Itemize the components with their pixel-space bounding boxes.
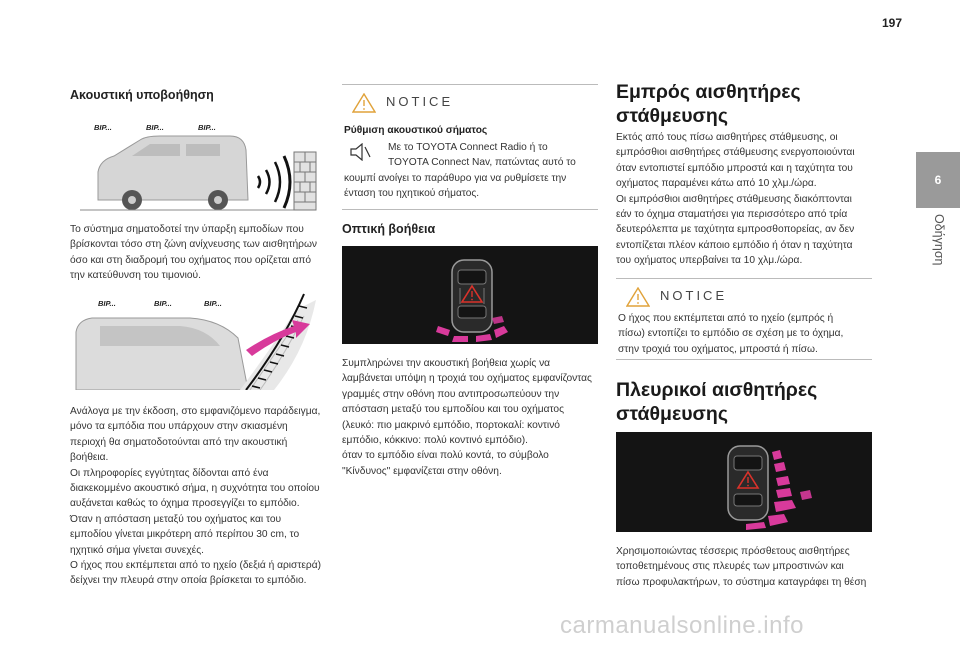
text-line: βοήθεια. xyxy=(70,452,109,464)
text-line: Με το TOYOTA Connect Radio ή το xyxy=(388,142,548,153)
text-line: του οχήματος υπερβαίνει τα 10 χλμ./ώρα. xyxy=(616,255,803,267)
text-line: Εκτός από τους πίσω αισθητήρες στάθμευσης, οι xyxy=(616,132,838,143)
text-line: βρίσκονται τόσο στη ζώνη ανίχνευσης των αισθητήρων xyxy=(70,239,317,251)
notice-box-speaker xyxy=(616,278,872,360)
text-line: εμπρόσθιοι αισθητήρες στάθμευσης ενεργοποιούνται xyxy=(616,147,855,159)
text-line: TOYOTA Connect Nav, πατώντας αυτό το xyxy=(388,157,576,169)
text-line: όταν εντοπιστεί εμπόδιο μπροστά και η ταχύτητα του xyxy=(616,162,853,174)
text-line: Οι πληροφορίες εγγύτητας δίδονται από ένα xyxy=(70,467,269,479)
acoustic-aid-illustration-1 xyxy=(70,112,326,212)
visual-aid-para xyxy=(342,356,604,479)
beep-label-2: BIP... xyxy=(146,123,164,132)
front-sensors-para xyxy=(616,130,874,269)
text-line: Χρησιμοποιώντας τέσσερις πρόσθετους αισθητήρες xyxy=(616,546,850,557)
van-zone-diagram xyxy=(70,290,326,390)
beep-label-2: BIP... xyxy=(154,299,172,308)
warning-triangle-icon xyxy=(352,93,376,113)
side-sensors-para xyxy=(616,544,874,590)
text-line: δευτερόλεπτα με ταχύτητα εμπροσθοπορείας, αν δεν xyxy=(616,224,855,236)
beep-label-3: BIP... xyxy=(204,299,222,308)
notice-title: Ρύθμιση ακουστικού σήματος xyxy=(344,125,488,136)
text-line: Οι εμπρόσθιοι αισθητήρες στάθμευσης διακόπτονται xyxy=(616,193,852,205)
text-line: όσο και στη διαδρομή του οχήματος που ορίζεται από xyxy=(70,254,312,266)
van-front-icon xyxy=(76,318,248,390)
visual-aid-heading: Οπτική βοήθεια xyxy=(342,222,436,236)
watermark: carmanualsonline.info xyxy=(560,612,804,639)
beep-label-1: BIP... xyxy=(98,299,116,308)
acoustic-aid-para-2 xyxy=(70,404,332,589)
text-line: Το σύστημα σηματοδοτεί την ύπαρξη εμποδίων που xyxy=(70,224,304,235)
heading-line: στάθμευσης xyxy=(616,403,728,425)
heading-line: Εμπρός αισθητήρες xyxy=(616,81,801,103)
text-line: ένταση του ηχητικού σήματος. xyxy=(344,188,480,200)
notice-text xyxy=(344,171,598,202)
text-line: εμπόδιο, κόκκινο: πολύ κοντινό εμπόδιο). xyxy=(342,435,529,447)
van-wall-diagram xyxy=(70,112,326,212)
text-line: εμποδίου γίνεται μικρότερη από περίπου 30 cm, το xyxy=(70,529,300,541)
text-line: Ο ήχος που εκπέμπεται από το ηχείο (δεξιά ή αριστερά) xyxy=(70,560,321,572)
warning-triangle-icon xyxy=(626,287,650,307)
text-line: γραμμές στην οθόνη που αντιπροσωπεύουν την xyxy=(342,388,560,400)
text-line: τοποθετημένους στις πλευρές των μπροστινών και xyxy=(616,561,844,573)
heading-line: στάθμευσης xyxy=(616,105,728,127)
text-line: Όταν η απόσταση μεταξύ του οχήματος και του xyxy=(70,513,282,525)
notice-box-sound-setting xyxy=(342,84,598,210)
text-line: απόσταση μεταξύ του εμποδίου και του οχήματος xyxy=(342,404,564,416)
side-sensor-car-diagram xyxy=(616,432,872,532)
text-line: διακεκομμένο ακουστικό σήμα, η συχνότητα του οποίου xyxy=(70,483,320,495)
text-line: "Κίνδυνος" εμφανίζεται στην οθόνη. xyxy=(342,465,502,477)
chapter-title: Οδήγηση xyxy=(932,214,946,266)
text-line: κουμπί ανοίγει το παράθυρο για να ρυθμίσετε την xyxy=(344,173,567,184)
text-line: στην τροχιά του οχήματος, μπροστά ή πίσω. xyxy=(618,343,818,355)
text-line: την κατεύθυνση του τιμονιού. xyxy=(70,270,201,282)
van-icon xyxy=(98,136,248,210)
notice-text xyxy=(618,311,872,357)
text-line: πίσω) εντοπίζει το εμπόδιο σε σχέση με το όχημα, xyxy=(618,328,844,340)
notice-label: NOTICE xyxy=(386,94,454,109)
speaker-icon[interactable] xyxy=(348,143,372,161)
notice-label: NOTICE xyxy=(660,288,728,303)
visual-aid-screen-image xyxy=(342,246,598,344)
brick-wall-icon xyxy=(294,152,316,210)
text-line: Ο ήχος που εκπέμπεται από το ηχείο (εμπρός ή xyxy=(618,313,834,324)
text-line: πίσω προφυλακτήρων, το σύστημα καταγράφει τη θέση xyxy=(616,576,867,588)
text-line: Ανάλογα με την έκδοση, στο εμφανιζόμενο παράδειγμα, xyxy=(70,406,321,417)
chapter-tab[interactable]: 6 xyxy=(916,152,960,208)
heading-line: Πλευρικοί αισθητήρες xyxy=(616,379,818,401)
text-line: περιοχή θα σηματοδοτούνται από την ακουστική xyxy=(70,436,288,448)
text-line: αυξάνεται καθώς το όχημα προσεγγίζει το εμπόδιο. xyxy=(70,498,300,510)
text-line: όταν το εμπόδιο είναι πολύ κοντά, το σύμβολο xyxy=(342,450,549,462)
text-line: οχήματος παραμένει κάτω από 10 χλμ./ώρα. xyxy=(616,178,817,190)
text-line: δείχνει την πλευρά στην οποία βρίσκεται το εμπόδιο. xyxy=(70,575,307,587)
text-line: λαμβάνεται υπόψη η τροχιά του οχήματος εμφανίζοντας xyxy=(342,373,592,385)
front-sensors-heading xyxy=(616,80,866,128)
notice-text-indented xyxy=(388,140,596,171)
text-line: εντοπίζεται πλέον κάποιο εμπόδιο ή όταν η ταχύτητα xyxy=(616,239,853,251)
sound-waves-icon xyxy=(258,156,290,208)
acoustic-aid-para-1 xyxy=(70,222,330,284)
text-line: μόνο τα εμπόδια που υπάρχουν στην σκιασμένη xyxy=(70,421,288,433)
acoustic-aid-heading: Ακουστική υποβοήθηση xyxy=(70,88,214,102)
text-line: εάν το όχημα σταματήσει για περισσότερο από τρία xyxy=(616,209,848,221)
side-sensors-heading xyxy=(616,378,866,426)
top-view-car-diagram xyxy=(342,246,598,344)
text-line: Συμπληρώνει την ακουστική βοήθεια χωρίς να xyxy=(342,358,551,369)
side-sensors-screen-image xyxy=(616,432,872,532)
text-line: ηχητικό σήμα γίνεται συνεχές. xyxy=(70,544,204,556)
beep-label-3: BIP... xyxy=(198,123,216,132)
beep-label-1: BIP... xyxy=(94,123,112,132)
acoustic-aid-illustration-2 xyxy=(70,290,326,390)
page-number: 197 xyxy=(882,16,903,30)
text-line: (λευκό: πιο μακρινό εμπόδιο, πορτοκαλί: κοντινό xyxy=(342,419,560,431)
